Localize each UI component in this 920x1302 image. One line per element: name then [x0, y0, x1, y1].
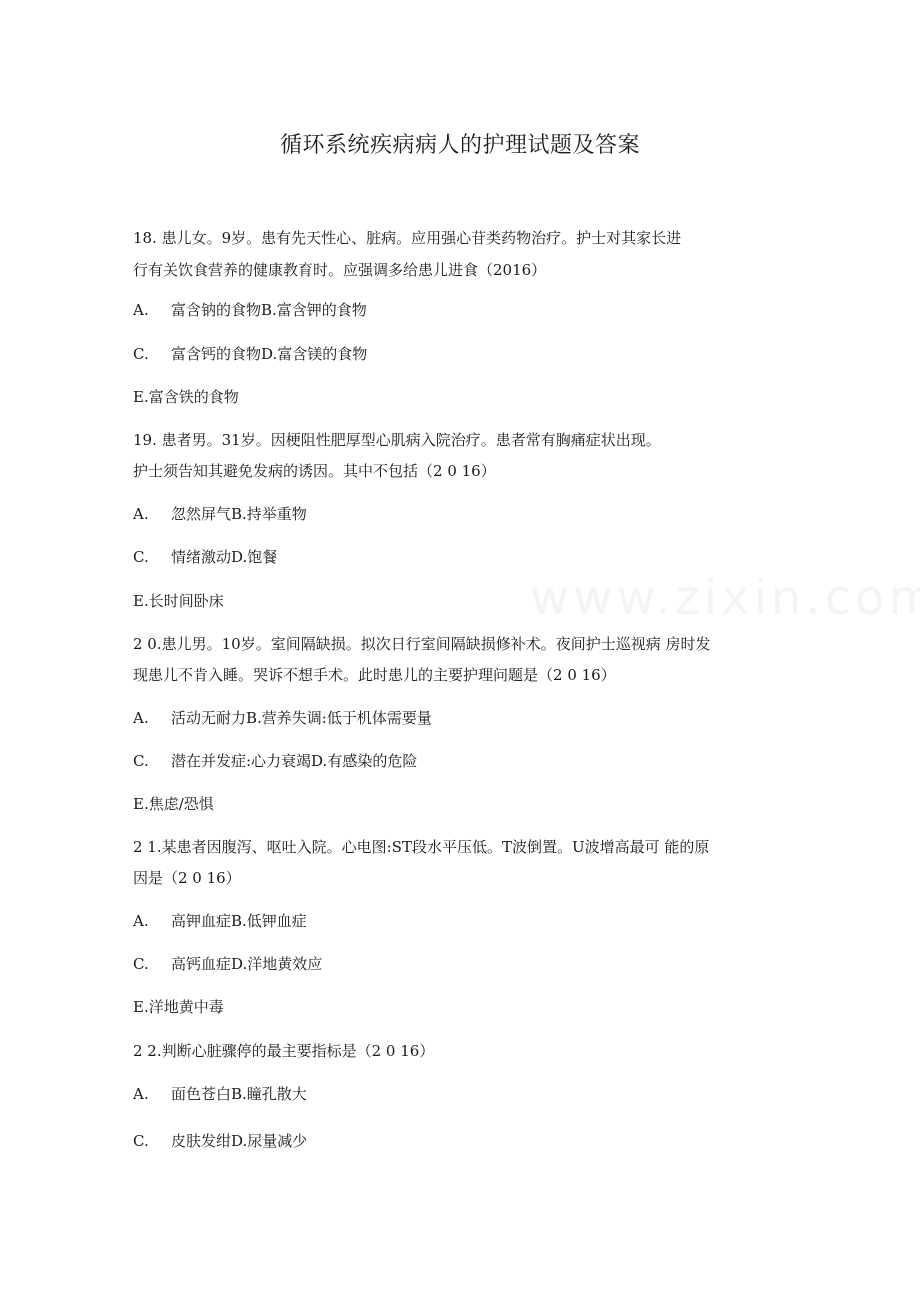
option-label: C. — [133, 1132, 149, 1150]
question-text-line: E.富含铁的食物 — [133, 388, 239, 406]
option-line — [133, 749, 783, 773]
option-label: A. — [133, 709, 149, 727]
question-text-line: E.焦虑/恐惧 — [133, 795, 214, 813]
question-text-line: E.洋地黄中毒 — [133, 998, 224, 1016]
option-line — [133, 706, 783, 730]
option-line — [133, 545, 783, 569]
option-text: 高钙血症D.洋地黄效应 — [171, 955, 323, 973]
question-text-line: 19. 患者男。31岁。因梗阻性肥厚型心肌病入院治疗。患者常有胸痛症状出现。 — [133, 431, 661, 449]
option-label: A. — [133, 912, 149, 930]
option-text: 富含钙的食物D.富含镁的食物 — [171, 345, 368, 363]
option-line — [133, 1129, 783, 1153]
option-text: 面色苍白B.瞳孔散大 — [171, 1085, 307, 1103]
question-text-line: E.长时间卧床 — [133, 592, 224, 610]
option-line — [133, 342, 783, 366]
question-text-line: 18. 患儿女。9岁。患有先天性心、脏病。应用强心苷类药物治疗。护士对其家长进 — [133, 229, 682, 247]
option-text: 活动无耐力B.营养失调:低于机体需要量 — [171, 709, 432, 727]
question-text-line: 2 1.某患者因腹泻、呕吐入院。心电图:ST段水平压低。T波倒置。U波增高最可 能的原 — [133, 838, 710, 856]
option-text: 富含钠的食物B.富含钾的食物 — [171, 301, 367, 319]
option-line — [133, 1082, 783, 1106]
option-label: C. — [133, 548, 149, 566]
question-text-line: 行有关饮食营养的健康教育时。应强调多给患儿进食（2016） — [133, 261, 547, 279]
question-text-line: 护士须告知其避免发病的诱因。其中不包括（2 0 16） — [133, 462, 496, 480]
question-text-line: 现患儿不肯入睡。哭诉不想手术。此时患儿的主要护理问题是（2 0 16） — [133, 666, 616, 684]
option-line — [133, 909, 783, 933]
question-text-line: 2 2.判断心脏骤停的最主要指标是（2 0 16） — [133, 1042, 435, 1060]
document-title: 循环系统疾病病人的护理试题及答案 — [279, 133, 640, 158]
option-label: A. — [133, 505, 149, 523]
question-text-line: 2 0.患儿男。10岁。室间隔缺损。拟次日行室间隔缺损修补术。夜间护士巡视病 房时发 — [133, 635, 711, 653]
option-text: 高钾血症B.低钾血症 — [171, 912, 307, 930]
question-text-line: 因是（2 0 16） — [133, 869, 241, 887]
option-text: 情绪激动D.饱餐 — [171, 548, 278, 566]
option-line — [133, 502, 783, 526]
option-text: 潜在并发症:心力衰竭D.有感染的危险 — [171, 752, 418, 770]
option-text: 忽然屏气B.持举重物 — [171, 505, 307, 523]
option-label: C. — [133, 955, 149, 973]
option-line — [133, 298, 783, 322]
option-label: A. — [133, 301, 149, 319]
option-line — [133, 952, 783, 976]
option-label: C. — [133, 345, 149, 363]
option-label: A. — [133, 1085, 149, 1103]
option-text: 皮肤发绀D.尿量减少 — [171, 1132, 308, 1150]
option-label: C. — [133, 752, 149, 770]
